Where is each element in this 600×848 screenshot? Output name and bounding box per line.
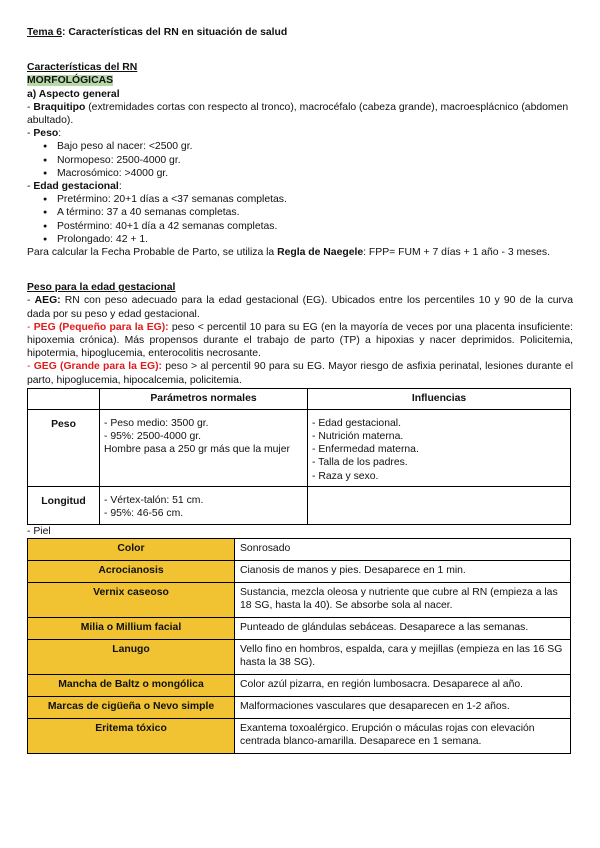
highlight-morfologicas: MORFOLÓGICAS bbox=[27, 75, 114, 87]
params-cell: - Vértex-talón: 51 cm. - 95%: 46-56 cm. bbox=[100, 486, 308, 524]
term-cell: Milia o Millium facial bbox=[28, 618, 235, 640]
desc-cell: Color azúl pizarra, en región lumbosacra. Desaparece al año. bbox=[235, 675, 571, 697]
section-heading-peso-edad: Peso para la edad gestacional bbox=[27, 282, 176, 294]
list-item: ● Normopeso: 2500-4000 gr. bbox=[57, 154, 573, 167]
title-topic: Tema 6 bbox=[27, 27, 63, 38]
list-item: ● Postérmino: 40+1 día a 42 semanas completas. bbox=[57, 220, 573, 233]
desc-cell: Sustancia, mezcla oleosa y nutriente que cubre al RN (empieza a las 18 SG, hasta la 40). Se absorbe sola al nacer. bbox=[235, 583, 571, 618]
desc-cell: Malformaciones vasculares que desaparecen en 1-2 años. bbox=[235, 697, 571, 719]
table-header-row bbox=[28, 388, 571, 409]
subheading-aspecto: a) Aspecto general bbox=[27, 88, 120, 100]
table-row bbox=[28, 409, 571, 486]
geg-paragraph: - GEG (Grande para la EG): peso > al percentil 90 para su EG. Mayor riesgo de asfixia perinatal, lesiones durante el parto, hipoglucemia, hipocalcemia, policitemia. bbox=[27, 361, 573, 386]
list-item: ● Bajo peso al nacer: <2500 gr. bbox=[57, 140, 573, 153]
table-row bbox=[28, 539, 571, 561]
peso-heading: - Peso: bbox=[27, 128, 62, 140]
desc-cell: Vello fino en hombros, espalda, cara y mejillas (empieza en las 16 SG hasta la 38 SG). bbox=[235, 640, 571, 675]
document-page bbox=[27, 26, 573, 754]
table-row bbox=[28, 618, 571, 640]
table-header-cell: Influencias bbox=[308, 388, 571, 409]
peg-paragraph: - PEG (Pequeño para la EG): peso < percentil 10 para su EG (en la mayoría de veces por una placenta insuficiente: hipoxemia crónica). Más propensos durante el trabajo de parto (TP) a hipoxias y nacer deprimidos. Policitemia, hipotermia, hipoglucemia, enterocolitis necrosante. bbox=[27, 321, 573, 360]
influences-cell: - Edad gestacional. - Nutrición materna. - Enfermedad materna. - Talla de los padres. - Raza y sexo. bbox=[308, 409, 571, 486]
term-cell: Color bbox=[28, 539, 235, 561]
term-cell: Lanugo bbox=[28, 640, 235, 675]
table-row bbox=[28, 719, 571, 754]
table-row bbox=[28, 675, 571, 697]
edad-list bbox=[27, 193, 573, 246]
row-label-longitud: Longitud bbox=[28, 486, 100, 524]
list-item: ● Prolongado: 42 + 1. bbox=[57, 233, 573, 246]
table-row bbox=[28, 697, 571, 719]
term-cell: Eritema tóxico bbox=[28, 719, 235, 754]
edad-heading: - Edad gestacional: bbox=[27, 181, 122, 193]
table-row bbox=[28, 486, 571, 524]
list-item: ● A término: 37 a 40 semanas completas. bbox=[57, 206, 573, 219]
fpp-paragraph: Para calcular la Fecha Probable de Parto, se utiliza la Regla de Naegele: FPP= FUM + 7 días + 1 año - 3 meses. bbox=[27, 247, 550, 259]
page-title bbox=[27, 26, 573, 39]
table-header-cell: Parámetros normales bbox=[100, 388, 308, 409]
params-cell: - Peso medio: 3500 gr. - 95%: 2500-4000 gr. Hombre pasa a 250 gr más que la mujer bbox=[100, 409, 308, 486]
peso-list bbox=[27, 140, 573, 180]
table-row bbox=[28, 583, 571, 618]
parametros-table bbox=[27, 388, 571, 525]
influences-cell bbox=[308, 486, 571, 524]
piel-label: - Piel bbox=[27, 525, 51, 537]
table-row bbox=[28, 640, 571, 675]
piel-table bbox=[27, 538, 571, 754]
aeg-paragraph: - AEG: RN con peso adecuado para la edad gestacional (EG). Ubicados entre los percentiles 10 y 90 de la curva dada por su peso y edad gestacional. bbox=[27, 295, 573, 320]
desc-cell: Cianosis de manos y pies. Desaparece en 1 min. bbox=[235, 561, 571, 583]
braquitipo-paragraph: - Braquitipo (extremidades cortas con respecto al tronco), macrocéfalo (cabeza grande), macroesplácnico (abdomen abultado). bbox=[27, 101, 569, 127]
term-cell: Mancha de Baltz o mongólica bbox=[28, 675, 235, 697]
desc-cell: Exantema toxoalérgico. Erupción o máculas rojas con elevación centrada blanco-amarilla. Desaparece en 1 semana. bbox=[235, 719, 571, 754]
row-label-peso: Peso bbox=[28, 409, 100, 486]
term-cell: Vernix caseoso bbox=[28, 583, 235, 618]
list-item: ● Macrosómico: >4000 gr. bbox=[57, 167, 573, 180]
desc-cell: Sonrosado bbox=[235, 539, 571, 561]
desc-cell: Punteado de glándulas sebáceas. Desaparece a las semanas. bbox=[235, 618, 571, 640]
term-cell: Marcas de cigüeña o Nevo simple bbox=[28, 697, 235, 719]
section-heading-caracteristicas: Características del RN bbox=[27, 62, 138, 74]
table-header-cell bbox=[28, 388, 100, 409]
term-cell: Acrocianosis bbox=[28, 561, 235, 583]
table-row bbox=[28, 561, 571, 583]
title-text: : Características del RN en situación de salud bbox=[62, 27, 288, 38]
list-item: ● Pretérmino: 20+1 días a <37 semanas completas. bbox=[57, 193, 573, 206]
